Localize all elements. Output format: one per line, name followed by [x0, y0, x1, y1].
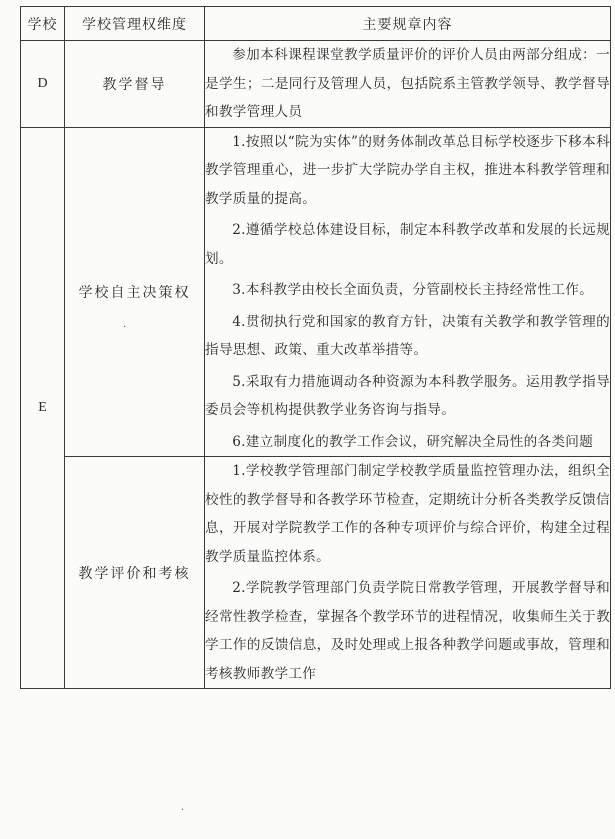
header-dimension: 学校管理权维度 [65, 7, 205, 41]
content-paragraph: 3.本科教学由校长全面负责，分管副校长主持经常性工作。 [232, 282, 594, 298]
table-row [21, 127, 611, 457]
scan-speck: · [181, 805, 185, 816]
content-paragraph: 5.采取有力措施调动各种资源为本科教学服务。运用教学指导委员会等机构提供教学业务咨询与指导。 [205, 373, 610, 418]
header-content: 主要规章内容 [205, 7, 611, 41]
content-paragraph: 参加本科课程课堂教学质量评价的评价人员由两部分组成：一是学生；二是同行及管理人员，包括院系主管教学领导、教学督导和教学管理人员 [205, 47, 610, 120]
regulations-table [20, 6, 611, 689]
scan-speck: · [123, 322, 127, 333]
content-paragraph: 1.学校教学管理部门制定学校教学质量监控管理办法，组织全校性的教学督导和各教学环节检查，定期统计分析各类教学反馈信息，开展对学院教学工作的各种专项评价与综合评价，构建全过程教学质量监控体系。 [205, 463, 610, 565]
content-cell-supervision [205, 41, 611, 128]
content-cell-evaluation [205, 457, 611, 689]
header-row [21, 7, 611, 41]
dimension-cell-supervision: 教学督导 [65, 41, 205, 128]
dimension-cell-evaluation: 教学评价和考核 [65, 457, 205, 689]
dimension-cell-autonomy: 学校自主决策权 [65, 127, 205, 457]
school-cell-d: D [21, 41, 65, 128]
school-cell-e: E [21, 127, 65, 689]
content-paragraph: 6.建立制度化的教学工作会议，研究解决全局性的各类问题 [232, 433, 594, 450]
content-paragraph: 4.贯彻执行党和国家的教育方针，决策有关教学和教学管理的指导思想、政策、重大改革举措等。 [205, 313, 610, 358]
content-paragraph: 1.按照以“院为实体”的财务体制改革总目标学校逐步下移本科教学管理重心，进一步扩大学院办学自主权，推进本科教学管理和教学质量的提高。 [205, 133, 610, 207]
content-paragraph: 2.学院教学管理部门负责学院日常教学管理，开展教学督导和经常性教学检查，掌握各个教学环节的进程情况，收集师生关于教学工作的反馈信息，及时处理或上报各种教学问题或事故，管理和考核教师教学工作 [205, 580, 610, 682]
content-cell-autonomy [205, 127, 611, 457]
table-row [21, 41, 611, 128]
table-row [21, 457, 611, 689]
content-paragraph: 2.遵循学校总体建设目标，制定本科教学改革和发展的长远规划。 [205, 222, 610, 267]
header-school: 学校 [21, 7, 65, 41]
